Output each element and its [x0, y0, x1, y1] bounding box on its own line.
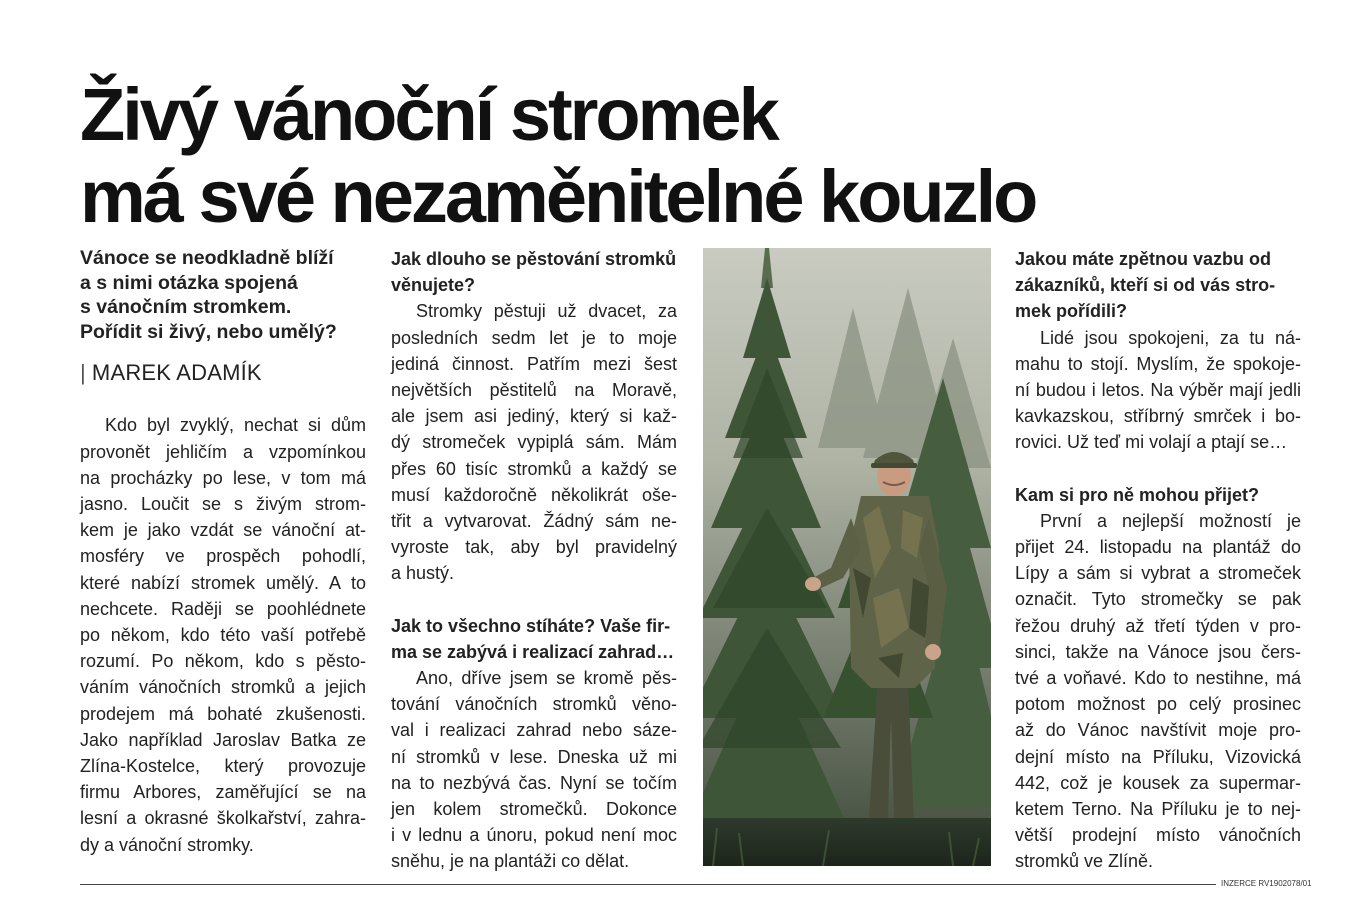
text-line: tování vánočních stromků věno-: [391, 694, 677, 715]
text-line: 442, což je kousek za supermar-: [1015, 772, 1301, 793]
text-line: Lípy a sám si vybrat a stromeček: [1015, 563, 1301, 584]
paragraph-gap: [391, 587, 677, 613]
article-title-line-1: Živý vánoční stromek: [80, 73, 777, 156]
text-line: až do Vánoc navštívit moje pro-: [1015, 720, 1301, 741]
article-title-line-2: má své nezaměnitelné kouzlo: [80, 155, 1036, 238]
article-photo: [703, 248, 991, 866]
text-line: označit. Tyto stromečky se pak: [1015, 589, 1301, 610]
text-line: řežou druhý až třetí týden v pro-: [1015, 615, 1301, 636]
text-line: na procházky po lese, v tom má: [80, 467, 366, 488]
question-line: zákazníků, kteří si od vás stro-: [1015, 275, 1276, 296]
text-line: posledních sedm let je to moje: [391, 327, 677, 348]
text-line: rovici. Už teď mi volají a ptají se…: [1015, 432, 1288, 453]
text-line: jasno. Loučit se s živým strom-: [80, 493, 366, 514]
text-line: na to nezbývá čas. Nyní se točím: [391, 772, 677, 793]
text-line: třit a vytvarovat. Žádný sám ne-: [391, 511, 677, 532]
text-line: Kdo byl zvyklý, nechat si dům: [105, 415, 366, 436]
question-line: Jak to všechno stíháte? Vaše fir-: [391, 615, 671, 636]
text-line: Lidé jsou spokojeni, za tu ná-: [1040, 327, 1301, 348]
interview-answer-3: [1015, 325, 1301, 456]
text-line: větší prodejní místo vánočních: [1015, 825, 1301, 846]
text-line: sněhu, je na plantáži co dělat.: [391, 851, 630, 872]
interview-question-1: [391, 246, 677, 298]
interview-question-2: [391, 613, 677, 665]
text-line: ní stromků v lese. Dneska už mi: [391, 746, 677, 767]
text-line: přijet 24. listopadu na plantáž do: [1015, 537, 1301, 558]
text-line: kavkazskou, stříbrný smrček i bo-: [1015, 406, 1301, 427]
interview-question-4: [1015, 482, 1301, 508]
footer-rule: [80, 884, 1216, 885]
text-line: přes 60 tisíc stromků a každý se: [391, 458, 677, 479]
text-line: stromků ve Zlíně.: [1015, 851, 1154, 872]
text-line: mosféry ve prospěch pohodlí,: [80, 546, 366, 567]
text-line: ketem Terno. Na Příluku je to nej-: [1015, 799, 1301, 820]
column-4: [1015, 246, 1301, 875]
question-line: Kam si pro ně mohou přijet?: [1015, 484, 1260, 505]
interview-answer-4: [1015, 508, 1301, 875]
text-line: rozumí. Po někom, kdo s pěsto-: [80, 651, 366, 672]
question-line: Jak dlouho se pěstování stromků: [391, 249, 677, 269]
paragraph-gap: [1015, 456, 1301, 482]
advertising-code: INZERCE RV1902078/01: [1221, 879, 1312, 888]
text-line: musí každoročně několikrát oše-: [391, 484, 677, 505]
text-line: dy a vánoční stromky.: [80, 834, 254, 855]
text-line: které nabízí stromek umělý. A to: [80, 572, 366, 593]
question-line: věnujete?: [391, 275, 476, 296]
text-line: Zlína-Kostelce, který provozuje: [80, 756, 366, 777]
question-line: mek pořídili?: [1015, 301, 1128, 322]
text-line: potom možnost po celý prosinec: [1015, 694, 1301, 715]
text-line: vyroste tak, aby byl pravidelný: [391, 537, 677, 558]
question-line: Jakou máte zpětnou vazbu od: [1015, 249, 1272, 269]
photo-grower-among-fir-trees: [703, 248, 991, 866]
column-1: [80, 246, 366, 858]
question-line: ma se zabývá i realizací zahrad…: [391, 641, 675, 662]
text-line: provonět jehličím a vzpomínkou: [80, 441, 366, 462]
author-byline: [80, 359, 366, 387]
text-line: kem je jako vzdát se vánoční at-: [80, 520, 366, 541]
text-line: lesní a okrasné školkařství, zahra-: [80, 808, 366, 829]
author-name: MAREK ADAMÍK: [91, 360, 262, 386]
lead-line: a s nimi otázka spojená: [80, 271, 298, 294]
text-line: Stromky pěstuji už dvacet, za: [416, 301, 677, 322]
text-line: První a nejlepší možností je: [1040, 510, 1301, 531]
lead-line: Vánoce se neodkladně blíží: [80, 247, 334, 269]
text-line: tvé a voňavé. Kdo to nestihne, má: [1015, 668, 1301, 689]
lead-line: Pořídit si živý, nebo umělý?: [80, 320, 337, 343]
text-line: dý stromeček vypiplá sám. Mám: [391, 432, 677, 453]
text-line: Jako například Jaroslav Batka ze: [80, 729, 366, 750]
text-line: největších pěstitelů na Moravě,: [391, 380, 677, 401]
lead-paragraph: [80, 246, 366, 344]
text-line: a hustý.: [391, 563, 455, 584]
column-2: [391, 246, 677, 875]
text-line: váním vánočních stromků a jejich: [80, 677, 366, 698]
text-line: dejní místo na Příluku, Vizovická: [1015, 746, 1301, 767]
lead-line: s vánočním stromkem.: [80, 296, 292, 319]
interview-answer-2: [391, 665, 677, 875]
interview-answer-1: [391, 298, 677, 586]
text-line: sinci, takže na Vánoce jsou čers-: [1015, 641, 1301, 662]
text-line: po někom, kdo této vaší potřebě: [80, 625, 366, 645]
text-line: val i realizaci zahrad nebo sáze-: [391, 720, 677, 741]
text-line: ale jsem asi jediný, který si kaž-: [391, 406, 677, 427]
text-line: mahu to stojí. Myslím, že spokoje-: [1015, 353, 1301, 374]
interview-question-3: [1015, 246, 1301, 325]
text-line: nechcete. Raději se poohlédnete: [80, 598, 366, 619]
text-line: jediná činnost. Patřím mezi šest: [391, 353, 677, 374]
byline-bar: |: [80, 360, 86, 386]
text-line: Ano, dříve jsem se kromě pěs-: [416, 668, 677, 689]
text-line: firmu Arbores, zaměřující se na: [80, 782, 366, 803]
text-line: jen kolem stromečků. Dokonce: [391, 799, 677, 820]
text-line: i v lednu a únoru, pokud není moc: [391, 825, 677, 846]
text-line: ní budou i letos. Na výběr mají jedli: [1015, 380, 1301, 401]
intro-paragraph: [80, 412, 366, 857]
text-line: prodejem má bohaté zkušenosti.: [80, 703, 366, 724]
